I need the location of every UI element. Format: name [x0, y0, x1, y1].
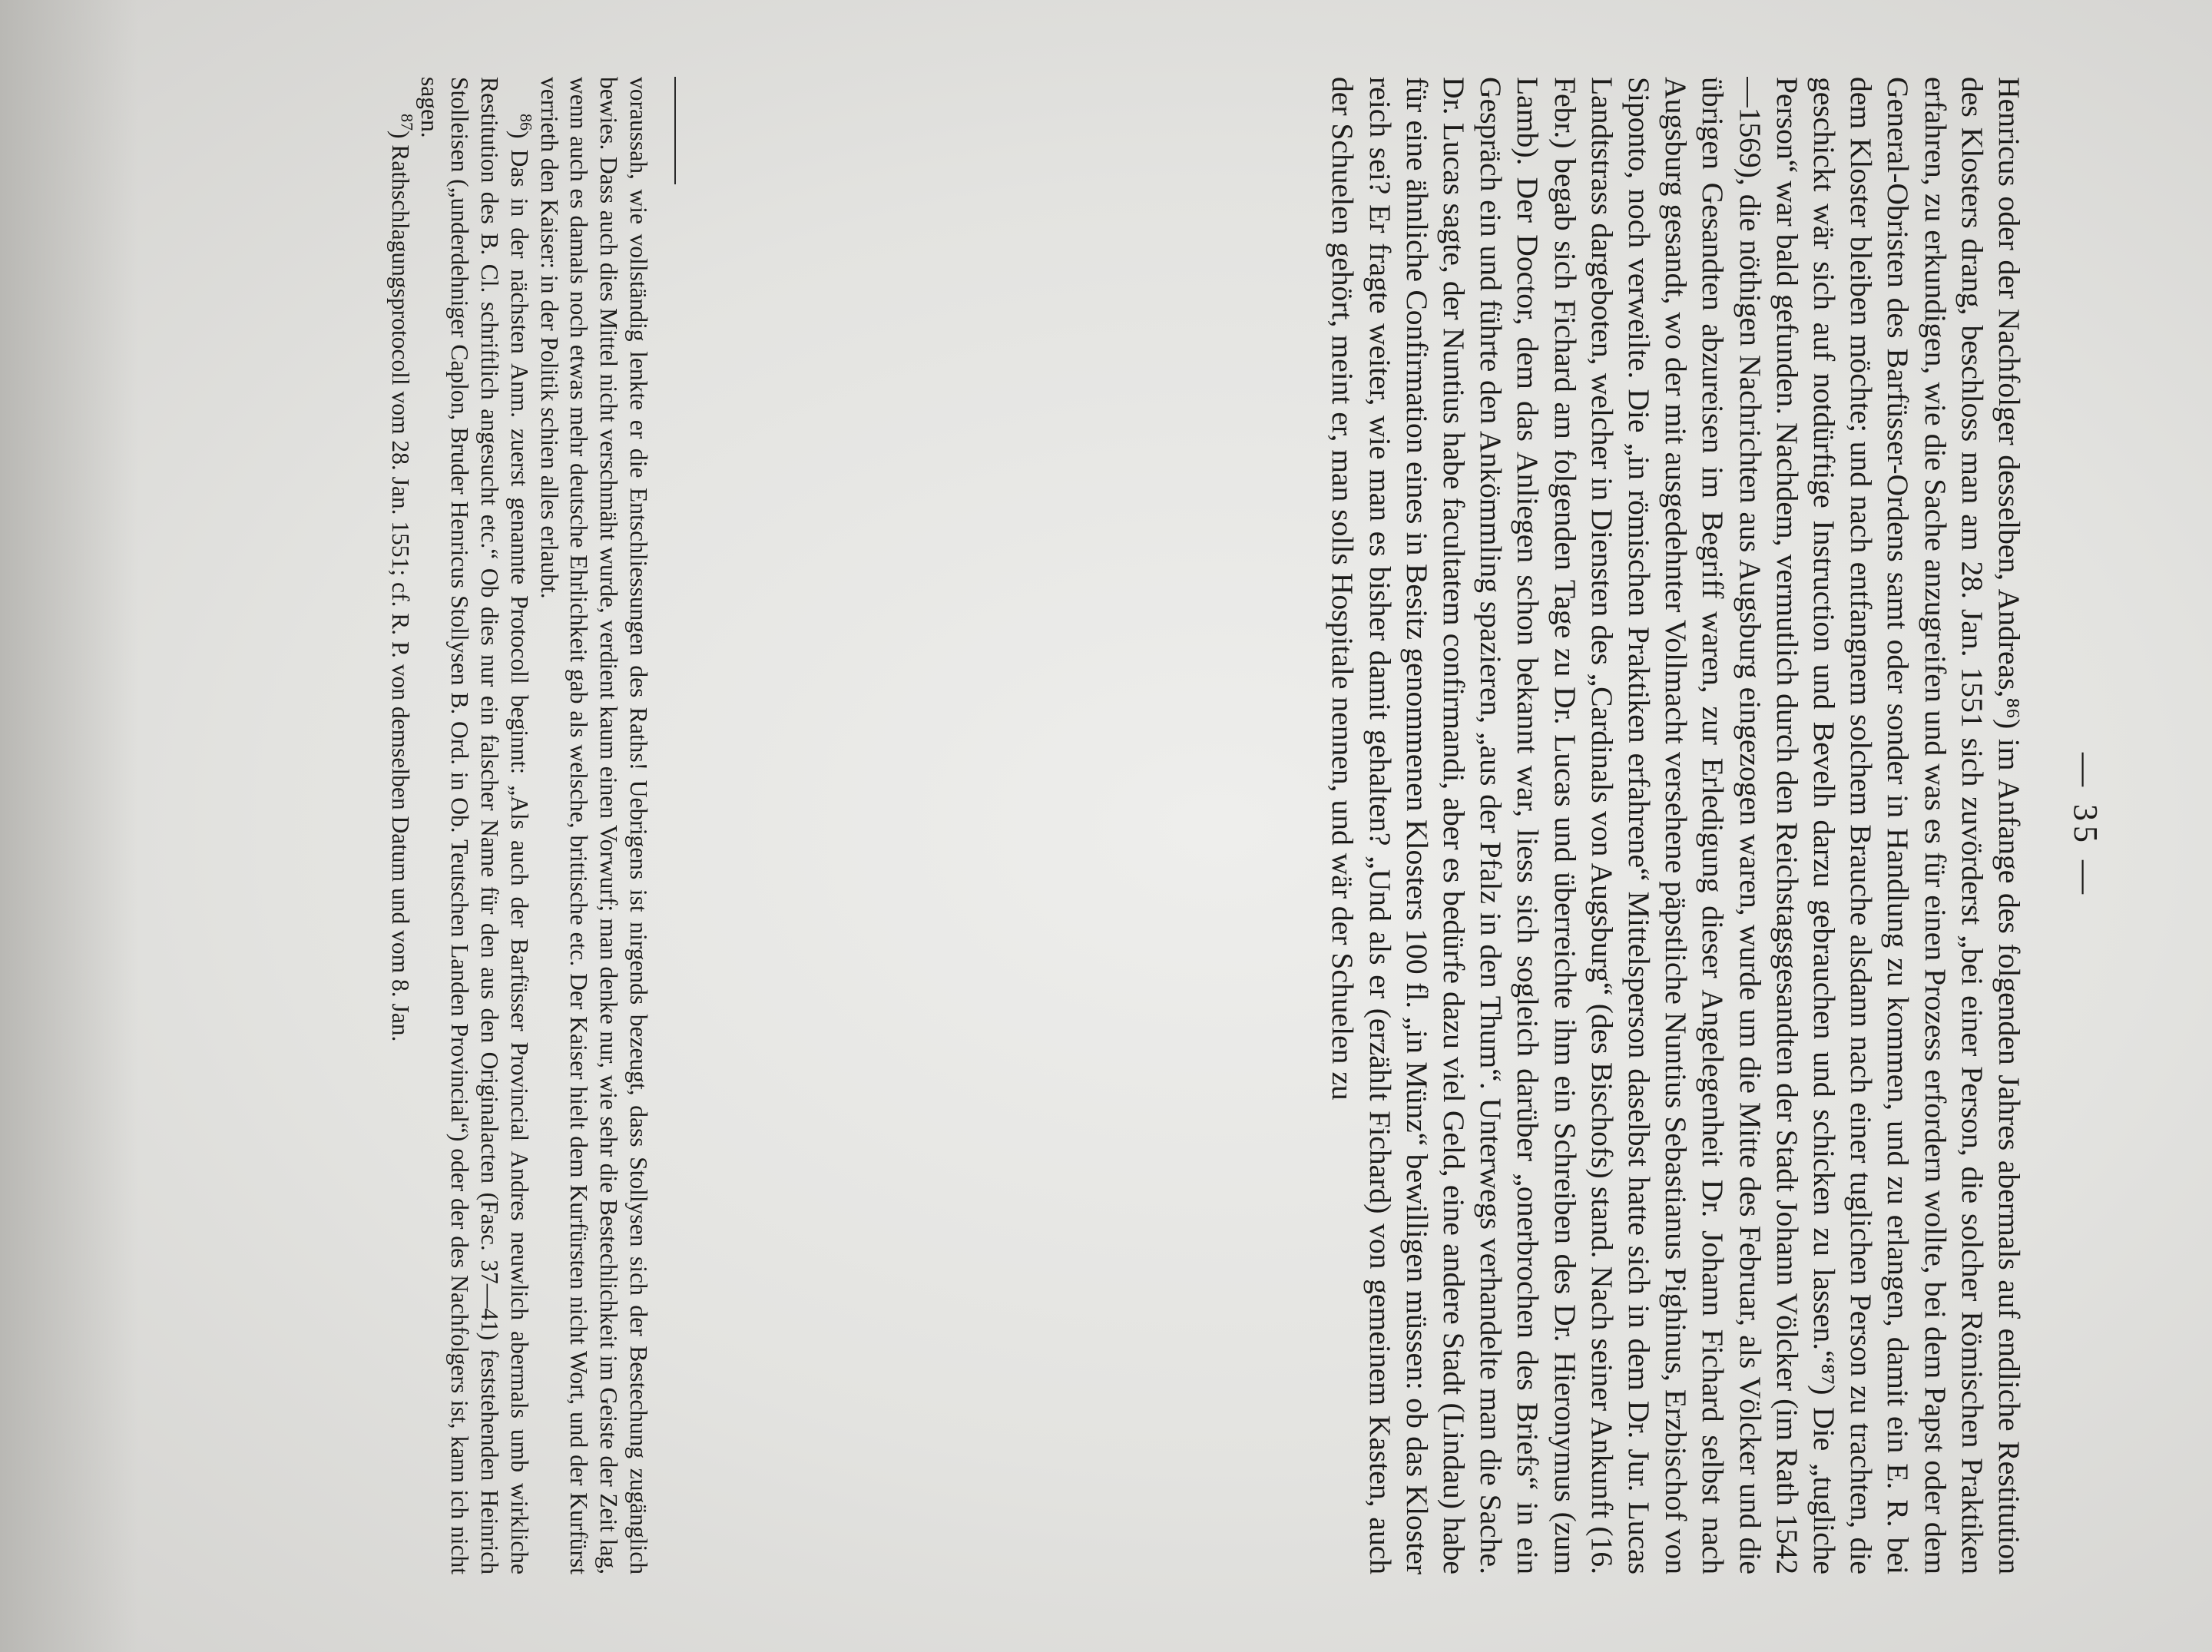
- footnotes: [161, 77, 653, 1574]
- footnote-87-text: ) Rathschlagungsprotocoll vom 28. Jan. 1551; cf. R. P. von demselben Datum und vom 8. Jan.: [386, 131, 414, 1042]
- footnote-86-mark: 86: [516, 114, 536, 131]
- main-paragraph: Henricus oder der Nachfolger desselben, Andreas,⁸⁶) im Anfange des folgenden Jahres abermals auf endliche Restitution des Klosters drang, beschloss man am 28. Jan. 1551 sich zuvörderst „bei einer Person, die solcher Römischen Praktiken erfahren, zu erkundigen, wie die Sache anzugreifen und was es für einen Prozess erfordern wollte, bei dem Papst oder dem General-Obristen des Barfüsser-Ordens samt oder sonder in Handlung zu kommen, und zu erlangen, damit ein E. R. bei dem Kloster bleiben möchte; und nach entfangnem solchem Brauche alsdann nach einer tuglichen Person zu trachten, die geschickt wär sich auf notdürftige Instruction und Bevelh darzu gebrauchen und schicken zu lassen.“⁸⁷) Die „tugliche Person“ war bald gefunden. Nachdem, vermutlich durch den Reichstagsgesandten der Stadt Johann Völcker (im Rath 1542—1569), die nöthigen Nachrichten aus Augsburg eingezogen waren, wurde um die Mitte des Februar, als Völcker und die übrigen Gesandten abzureisen im Begriff waren, zur Erledigung dieser Angelegenheit Dr. Johann Fichard selbst nach Augsburg gesandt, wo der mit ausgedehnter Vollmacht versehene päpstliche Nuntius Sebastianus Pighinus, Erzbischof von Siponto, noch verweilte. Die „in römischen Praktiken erfahrene“ Mittelsperson daselbst hatte sich in dem Dr. Jur. Lucas Landtstrass dargeboten, welcher in Diensten des „Cardinals von Augsburg“ (des Bischofs) stand. Nach seiner Ankunft (16. Febr.) begab sich Fichard am folgenden Tage zu Dr. Lucas und überreichte ihm ein Schreiben des Dr. Hieronymus (zum Lamb). Der Doctor, dem das Anliegen schon bekannt war, liess sich sogleich darüber „onerbrochen des Briefs“ in ein Gespräch ein und führte den Ankömmling spazieren, „aus der Pfalz in den Thum“. Unterwegs verhandelte man die Sache. Dr. Lucas sagte, der Nuntius habe facultatem confirmandi, aber es bedürfe dazu viel Geld, eine andere Stadt (Lindau) habe für eine ähnliche Confirmation eines in Besitz genommenen Klosters 100 fl. „in Münz“ bewilligen müssen: ob das Kloster reich sei? Er fragte weiter, wie man es bisher damit gehalten? „Und als er (erzählt Fichard) von gemeinem Kasten, auch der Schuelen gehört, meint er, man solls Hospitale nennen, und wär der Schuelen zu: [1326, 77, 2026, 1574]
- main-text: [691, 77, 2028, 1574]
- footnote-continuation: voraussah, wie vollständig lenkte er die Entschliessungen des Raths! Uebrigens ist nirgends bezeugt, dass Stollysen sich der Bestechung zugänglich bewies. Dass auch dies Mittel nicht verschmäht wurde, verdient kaum einen Vorwurf; man denke nur, wie sehr die Bestechlichkeit im Geiste der Zeit lag, wenn auch es damals noch etwas mehr deutsche Ehrlichkeit gab als welsche, brittische etc. Der Kaiser hielt dem Kurfürsten nicht Wort, und der Kurfürst verrieth den Kaiser: in der Politik schien alles erlaubt.: [535, 77, 652, 1574]
- page-number: — 35 —: [2067, 753, 2104, 899]
- footnote-86-text: ) Das in der nächsten Anm. zuerst genannte Protocoll beginnt: „Als auch der Barfüsser Provincial Andres neuwlich abermals umb wirkliche Restitution des B. Cl. schriftlich angesucht etc.“ Ob dies nur ein falscher Name für den aus den Originalacten (Fasc. 37—41) feststehenden Heinrich Stolleisen („underdehniger Caplon, Bruder Henricus Stollysen B. Ord. in Ob. Teutschen Landen Provincial“) oder der des Nachfolgers ist, kann ich nicht sagen.: [416, 77, 533, 1574]
- rotated-book-page: [100, 77, 2112, 1574]
- footnote-87-mark: 87: [397, 114, 417, 131]
- footnote-86: [415, 77, 534, 1574]
- footnote-separator: [674, 77, 676, 184]
- footnote-87: [385, 77, 415, 1574]
